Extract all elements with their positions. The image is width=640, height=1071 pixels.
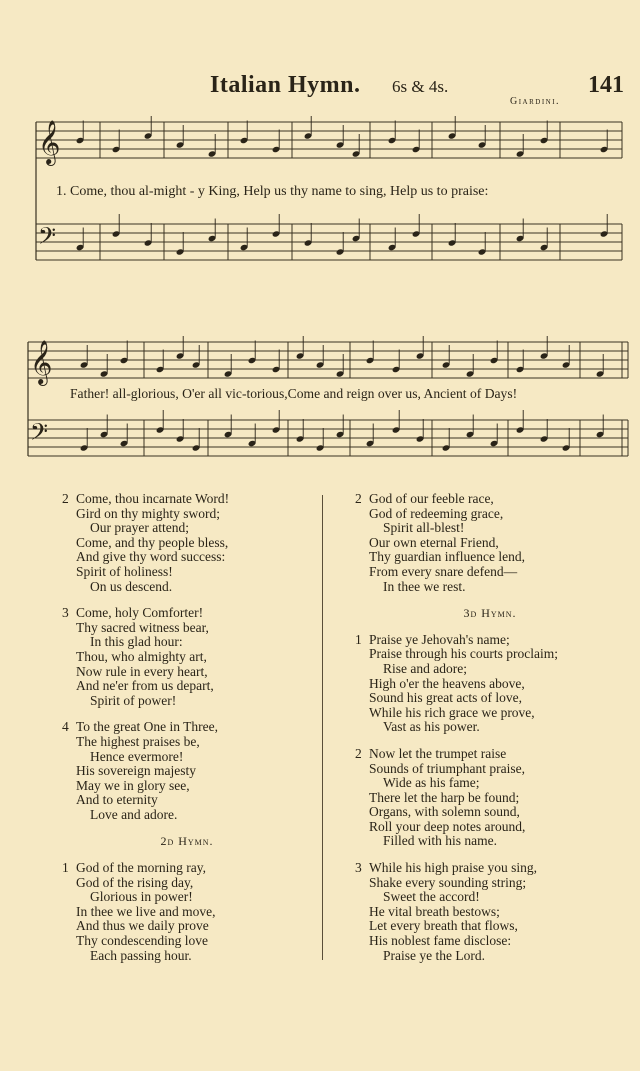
verse-line [355, 677, 625, 692]
verse-text: God of the rising day, [76, 874, 194, 890]
verse-line [355, 662, 625, 677]
verse-line [355, 876, 625, 891]
verse-text: Sound his great acts of love, [369, 690, 522, 706]
verse-line [62, 764, 312, 779]
verse-text: Gird on thy mighty sword; [76, 505, 220, 521]
verse-text: The highest praises be, [76, 733, 200, 749]
column-divider [322, 495, 323, 960]
verse-text: Come, and thy people bless, [76, 534, 229, 550]
verse-line [62, 694, 312, 709]
verse [62, 606, 312, 708]
verse-line [62, 679, 312, 694]
verse-text: To the great One in Three, [76, 719, 219, 735]
verse-text: In thee we rest. [383, 578, 466, 594]
system2-lyrics: Father! all-glorious, O'er all vic-torious,Come and reign over us, Ancient of Days! [70, 386, 518, 401]
verse-text: And thus we daily prove [76, 918, 209, 934]
verse-line [355, 565, 625, 580]
verse-line [355, 762, 625, 777]
verse-line [355, 706, 625, 721]
verse-line [62, 779, 312, 794]
verse-line [62, 861, 312, 876]
verse-text: Sweet the accord! [383, 889, 480, 905]
verse-text: May we in glory see, [76, 777, 190, 793]
verse-text: Now rule in every heart, [76, 663, 208, 679]
verse-text: Vast as his power. [383, 719, 480, 735]
verse-text: He vital breath bestows; [369, 903, 500, 919]
composer-name: Giardini. [510, 96, 561, 107]
verse-text: In this glad hour: [90, 634, 183, 650]
verse-line [62, 750, 312, 765]
verse-text: Spirit of power! [90, 692, 177, 708]
verse-line [62, 635, 312, 650]
hymn3-heading: 3d Hymn. [463, 606, 517, 621]
verse-text: And ne'er from us depart, [76, 678, 214, 694]
verse-text: His noblest fame disclose: [369, 933, 512, 949]
verse-text: And to eternity [76, 792, 158, 808]
verse-text: Rise and adore; [383, 660, 467, 676]
verse-text: In thee we live and move, [76, 903, 216, 919]
verse-number: 2 [355, 745, 362, 761]
verse-line [355, 550, 625, 565]
verse-line [62, 507, 312, 522]
treble-clef-icon: 𝄞 [38, 120, 61, 164]
verse-text: Love and adore. [90, 806, 178, 822]
verse-text: And give thy word success: [76, 549, 226, 565]
verse-text: Praise through his courts proclaim; [369, 646, 558, 662]
verse-line [62, 621, 312, 636]
verse-text: Shake every sounding string; [369, 874, 527, 890]
verse-text: High o'er the heavens above, [369, 675, 525, 691]
verse [62, 720, 312, 822]
verse [355, 633, 625, 735]
verse-line [62, 650, 312, 665]
hymn2-heading: 2d Hymn. [160, 834, 214, 849]
hymn3-verses [355, 633, 625, 963]
system1-lyrics: 1. Come, thou al-might - y King, Help us thy name to sing, Help us to praise: [56, 184, 489, 199]
verse-line [355, 861, 625, 876]
verse-line [355, 949, 625, 964]
verse-line [62, 934, 312, 949]
verse-text: Now let the trumpet raise [369, 745, 507, 761]
verse-text: Organs, with solemn sound, [369, 804, 520, 820]
verse-text: Praise ye the Lord. [383, 947, 485, 963]
verse-text: Hence evermore! [90, 748, 184, 764]
verse [355, 861, 625, 963]
hymn-meter: 6s & 4s. [392, 77, 449, 96]
right-column [355, 492, 625, 975]
verse-line [355, 791, 625, 806]
verse-line [355, 805, 625, 820]
verse-line [355, 720, 625, 735]
verse-text: Spirit all-blest! [383, 520, 465, 536]
verse-number: 1 [355, 631, 362, 647]
verse-text: Each passing hour. [90, 947, 192, 963]
verse-line [62, 905, 312, 920]
verse-number: 2 [355, 491, 362, 506]
verse-text: Thy guardian influence lend, [369, 549, 525, 565]
verse-text: God of our feeble race, [369, 491, 494, 506]
verse-line [355, 776, 625, 791]
verse-line [355, 747, 625, 762]
verse-number: 2 [62, 491, 69, 506]
bass-clef-icon: 𝄢 [30, 418, 49, 451]
verse-line [62, 735, 312, 750]
verse-line [355, 905, 625, 920]
verse-text: Praise ye Jehovah's name; [369, 631, 510, 647]
hymn1-verses [62, 492, 312, 822]
verse [355, 747, 625, 849]
verse-text: Glorious in power! [90, 889, 193, 905]
hymn2-verses-left [62, 861, 312, 963]
verse-line [62, 565, 312, 580]
verse-number: 3 [355, 860, 362, 876]
music-score [0, 0, 640, 480]
hymn2-verses-right [355, 492, 625, 594]
verse-line [355, 820, 625, 835]
verse-number: 3 [62, 605, 69, 621]
verse-line [62, 890, 312, 905]
verse-text: Let every breath that flows, [369, 918, 518, 934]
verse-text: Spirit of holiness! [76, 563, 173, 579]
verse-line [355, 834, 625, 849]
verse-text: Roll your deep notes around, [369, 818, 526, 834]
hymn-title: Italian Hymn. [210, 72, 361, 98]
verse-line [355, 507, 625, 522]
verse-text: There let the harp be found; [369, 789, 520, 805]
verse-line [62, 919, 312, 934]
verse-line [62, 808, 312, 823]
verse-line [62, 793, 312, 808]
verse-text: On us descend. [90, 578, 173, 594]
verse-line [355, 890, 625, 905]
verse-line [355, 919, 625, 934]
verse-text: From every snare defend— [369, 563, 518, 579]
verse-line [355, 521, 625, 536]
verse-line [62, 521, 312, 536]
verse-line [355, 536, 625, 551]
verse-text: Come, thou incarnate Word! [76, 491, 230, 506]
verse-number: 1 [62, 860, 69, 876]
verse-text: Thy sacred witness bear, [76, 619, 209, 635]
verse-text: Come, holy Comforter! [76, 605, 204, 621]
verse-line [62, 665, 312, 680]
verse-line [62, 580, 312, 595]
verse-text: Our own eternal Friend, [369, 534, 499, 550]
verse-line [62, 876, 312, 891]
verse-line [355, 691, 625, 706]
page-number: 141 [588, 72, 624, 98]
verse-line [355, 580, 625, 595]
verse-text: While his rich grace we prove, [369, 704, 535, 720]
verse-line [355, 647, 625, 662]
verse-line [62, 720, 312, 735]
verse-text: Sounds of triumphant praise, [369, 760, 525, 776]
verse-line [62, 550, 312, 565]
verse-line [355, 492, 625, 507]
treble-clef-icon: 𝄞 [30, 340, 53, 384]
verse-text: Our prayer attend; [90, 520, 189, 536]
verse-text: God of redeeming grace, [369, 505, 504, 521]
verse-line [62, 536, 312, 551]
verse-text: God of the morning ray, [76, 860, 206, 876]
verse-line [62, 492, 312, 507]
verse-line [355, 934, 625, 949]
verse-text: Wide as his fame; [383, 775, 480, 791]
verse-number: 4 [62, 719, 69, 735]
verse [62, 861, 312, 963]
bass-clef-icon: 𝄢 [38, 222, 57, 255]
verse [355, 492, 625, 594]
verse-text: While his high praise you sing, [369, 860, 537, 876]
verse-line [62, 606, 312, 621]
verse-text: Thy condescending love [76, 933, 208, 949]
verse-line [62, 949, 312, 964]
verse [62, 492, 312, 594]
verse-text: Filled with his name. [383, 833, 497, 849]
verse-line [355, 633, 625, 648]
verse-text: His sovereign majesty [76, 763, 196, 779]
verse-text: Thou, who almighty art, [76, 648, 207, 664]
left-column [62, 492, 312, 975]
